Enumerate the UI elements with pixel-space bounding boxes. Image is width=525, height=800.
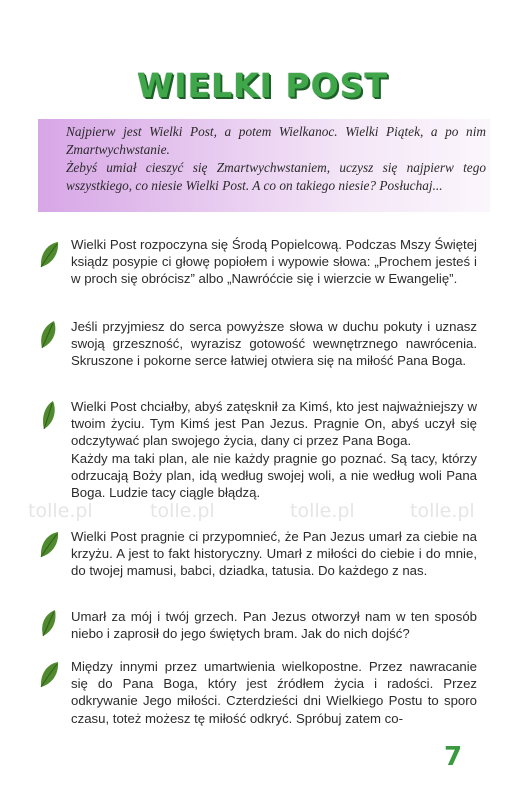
page-title: WIELKI POST bbox=[136, 66, 389, 105]
watermark-text: tolle.pl bbox=[290, 500, 355, 522]
paragraph-text: Umarł za mój i twój grzech. Pan Jezus otworzył nam w ten sposób niebo i zaprosił do jego świętych bram. Jak do nich dojść? bbox=[71, 609, 477, 642]
leaf-icon bbox=[38, 608, 60, 638]
leaf-icon bbox=[38, 400, 60, 430]
paragraph-1 bbox=[38, 236, 488, 306]
watermark-text: tolle.pl bbox=[28, 500, 93, 522]
leaf-icon bbox=[38, 530, 60, 560]
intro-line-2: Żebyś umiał cieszyć się Zmartwychwstaniem, uczysz się najpierw tego wszystkiego, co niesie Wielki Post. A co on takiego niesie? Posłuchaj... bbox=[66, 160, 486, 193]
paragraph-text: Wielki Post chciałby, abyś zatęsknił za Kimś, kto jest najważniejszy w twoim życiu. Tym Kimś jest Pan Jezus. Pragnie On, abyś uczył się odczytywać plan swojego życia, dany ci przez Pana Boga. Każdy ma taki plan, ale nie każdy pragnie go poznać. Są tacy, którzy odrzucają Boży plan, idą według swojej woli, a nie według woli Pana Boga. Ludzie tacy ciągle błądzą. bbox=[71, 399, 477, 501]
intro-box bbox=[38, 119, 490, 212]
intro-text bbox=[66, 123, 486, 195]
paragraph-4 bbox=[38, 528, 488, 598]
leaf-icon bbox=[38, 240, 60, 270]
paragraph-3 bbox=[38, 398, 488, 518]
paragraph-text: Jeśli przyjmiesz do serca powyższe słowa w duchu pokuty i uznasz swoją grzeszność, wyrazisz gotowość wewnętrznego nawrócenia. Skruszone i pokorne serce łatwiej otwiera się na miłość Pana Boga. bbox=[71, 319, 477, 369]
paragraph-text: Wielki Post pragnie ci przypomnieć, że Pan Jezus umarł za ciebie na krzyżu. A jest to fakt historyczny. Umarł z miłości do ciebie i do mnie, do twojej mamusi, babci, dziadka, tatusia. Do każdego z nas. bbox=[71, 529, 477, 579]
watermark-text: tolle.pl bbox=[150, 500, 215, 522]
watermark-text: tolle.pl bbox=[410, 500, 475, 522]
paragraph-text: Między innymi przez umartwienia wielkopostne. Przez nawracanie się do Pana Boga, który jest źródłem życia i radości. Przez odkrywanie Jego miłości. Czterdzieści dni Wielkiego Postu to sporo czasu, toteż możesz tę miłość odkryć. Spróbuj zatem co- bbox=[71, 659, 477, 726]
page-number: 7 bbox=[444, 742, 463, 772]
paragraph-6 bbox=[38, 658, 488, 728]
paragraph-2 bbox=[38, 318, 488, 388]
paragraph-text: Wielki Post rozpoczyna się Środą Popielcową. Podczas Mszy Świętej ksiądz posypie ci głowę popiołem i wypowie słowa: „Prochem jesteś i w proch się obrócisz” albo „Nawróćcie się i wierzcie w Ewangelię”. bbox=[71, 237, 477, 287]
leaf-icon bbox=[38, 660, 60, 690]
intro-line-1: Najpierw jest Wielki Post, a potem Wielkanoc. Wielki Piątek, a po nim Zmartwychwstanie. bbox=[66, 124, 486, 157]
paragraph-5 bbox=[38, 608, 488, 648]
leaf-icon bbox=[38, 320, 60, 350]
